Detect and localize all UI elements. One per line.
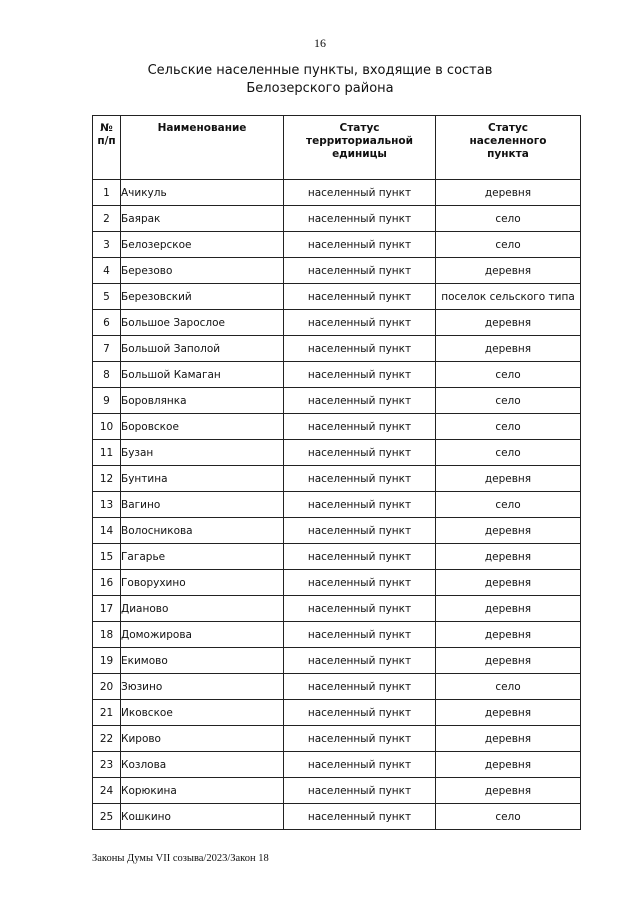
cell-name: Говорухино [121, 570, 284, 596]
cell-num: 5 [93, 284, 121, 310]
table-body [93, 180, 581, 830]
cell-settlement-status: село [436, 232, 581, 258]
cell-name: Иковское [121, 700, 284, 726]
cell-settlement-status: деревня [436, 466, 581, 492]
cell-territorial-status: населенный пункт [284, 778, 436, 804]
cell-name: Березово [121, 258, 284, 284]
cell-num: 23 [93, 752, 121, 778]
cell-name: Бунтина [121, 466, 284, 492]
page-number: 16 [314, 36, 326, 50]
table-row [93, 778, 581, 804]
table-row [93, 440, 581, 466]
cell-name: Ачикуль [121, 180, 284, 206]
cell-territorial-status: населенный пункт [284, 648, 436, 674]
table-row [93, 232, 581, 258]
cell-settlement-status: деревня [436, 336, 581, 362]
cell-settlement-status: село [436, 388, 581, 414]
cell-territorial-status: населенный пункт [284, 492, 436, 518]
cell-name: Корюкина [121, 778, 284, 804]
cell-territorial-status: населенный пункт [284, 180, 436, 206]
table-row [93, 206, 581, 232]
table-row [93, 726, 581, 752]
cell-name: Боровлянка [121, 388, 284, 414]
table-row [93, 596, 581, 622]
header-num: № п/п [93, 116, 121, 180]
cell-settlement-status: поселок сельского типа [436, 284, 581, 310]
cell-num: 3 [93, 232, 121, 258]
cell-num: 21 [93, 700, 121, 726]
cell-territorial-status: населенный пункт [284, 570, 436, 596]
table-header-row [93, 116, 581, 180]
cell-settlement-status: деревня [436, 570, 581, 596]
table-row [93, 336, 581, 362]
header-settlement-status: Статус населенного пункта [436, 116, 581, 180]
cell-settlement-status: деревня [436, 778, 581, 804]
cell-name: Кошкино [121, 804, 284, 830]
cell-name: Кирово [121, 726, 284, 752]
cell-settlement-status: деревня [436, 622, 581, 648]
cell-num: 22 [93, 726, 121, 752]
cell-territorial-status: населенный пункт [284, 596, 436, 622]
cell-territorial-status: населенный пункт [284, 518, 436, 544]
cell-territorial-status: населенный пункт [284, 674, 436, 700]
title-line-1: Сельские населенные пункты, входящие в состав [147, 63, 493, 78]
table-row [93, 388, 581, 414]
cell-settlement-status: деревня [436, 180, 581, 206]
cell-num: 15 [93, 544, 121, 570]
cell-settlement-status: село [436, 440, 581, 466]
cell-territorial-status: населенный пункт [284, 362, 436, 388]
cell-name: Белозерское [121, 232, 284, 258]
table-row [93, 362, 581, 388]
cell-settlement-status: деревня [436, 310, 581, 336]
header-territorial-status: Статус территориальной единицы [284, 116, 436, 180]
cell-num: 1 [93, 180, 121, 206]
table-row [93, 700, 581, 726]
cell-num: 25 [93, 804, 121, 830]
cell-settlement-status: деревня [436, 544, 581, 570]
cell-territorial-status: населенный пункт [284, 258, 436, 284]
cell-num: 17 [93, 596, 121, 622]
cell-num: 10 [93, 414, 121, 440]
table-row [93, 674, 581, 700]
cell-name: Большой Камаган [121, 362, 284, 388]
cell-territorial-status: населенный пункт [284, 206, 436, 232]
cell-territorial-status: населенный пункт [284, 622, 436, 648]
cell-name: Баярак [121, 206, 284, 232]
table-row [93, 258, 581, 284]
cell-settlement-status: село [436, 674, 581, 700]
settlements-table [92, 115, 581, 830]
cell-settlement-status: село [436, 492, 581, 518]
cell-territorial-status: населенный пункт [284, 440, 436, 466]
table-row [93, 804, 581, 830]
cell-settlement-status: село [436, 362, 581, 388]
table-row [93, 570, 581, 596]
cell-territorial-status: населенный пункт [284, 466, 436, 492]
cell-name: Большое Зарослое [121, 310, 284, 336]
document-title [0, 62, 640, 98]
cell-territorial-status: населенный пункт [284, 544, 436, 570]
cell-territorial-status: населенный пункт [284, 700, 436, 726]
cell-territorial-status: населенный пункт [284, 804, 436, 830]
cell-num: 6 [93, 310, 121, 336]
cell-territorial-status: населенный пункт [284, 310, 436, 336]
table-row [93, 648, 581, 674]
cell-settlement-status: село [436, 206, 581, 232]
table-row [93, 622, 581, 648]
cell-name: Бузан [121, 440, 284, 466]
cell-settlement-status: село [436, 414, 581, 440]
cell-settlement-status: деревня [436, 700, 581, 726]
cell-settlement-status: деревня [436, 596, 581, 622]
cell-settlement-status: деревня [436, 258, 581, 284]
cell-name: Доможирова [121, 622, 284, 648]
cell-name: Боровское [121, 414, 284, 440]
cell-num: 19 [93, 648, 121, 674]
cell-name: Волосникова [121, 518, 284, 544]
cell-name: Дианово [121, 596, 284, 622]
cell-territorial-status: населенный пункт [284, 284, 436, 310]
table-row [93, 310, 581, 336]
header-name: Наименование [121, 116, 284, 180]
table-row [93, 752, 581, 778]
cell-territorial-status: населенный пункт [284, 388, 436, 414]
table-row [93, 492, 581, 518]
cell-name: Березовский [121, 284, 284, 310]
cell-num: 24 [93, 778, 121, 804]
table-row [93, 414, 581, 440]
cell-territorial-status: населенный пункт [284, 232, 436, 258]
cell-num: 13 [93, 492, 121, 518]
table-row [93, 544, 581, 570]
table-row [93, 466, 581, 492]
cell-settlement-status: деревня [436, 518, 581, 544]
table-row [93, 180, 581, 206]
cell-settlement-status: деревня [436, 752, 581, 778]
cell-settlement-status: деревня [436, 648, 581, 674]
cell-name: Козлова [121, 752, 284, 778]
cell-num: 4 [93, 258, 121, 284]
cell-name: Гагарье [121, 544, 284, 570]
cell-territorial-status: населенный пункт [284, 726, 436, 752]
cell-num: 18 [93, 622, 121, 648]
cell-num: 12 [93, 466, 121, 492]
title-line-2: Белозерского района [246, 81, 394, 96]
cell-settlement-status: село [436, 804, 581, 830]
table-row [93, 518, 581, 544]
cell-name: Зюзино [121, 674, 284, 700]
cell-territorial-status: населенный пункт [284, 336, 436, 362]
cell-settlement-status: деревня [436, 726, 581, 752]
cell-num: 16 [93, 570, 121, 596]
cell-name: Большой Заполой [121, 336, 284, 362]
cell-name: Вагино [121, 492, 284, 518]
table-row [93, 284, 581, 310]
cell-num: 11 [93, 440, 121, 466]
cell-territorial-status: населенный пункт [284, 752, 436, 778]
cell-num: 20 [93, 674, 121, 700]
footer-text: Законы Думы VII созыва/2023/Закон 18 [92, 853, 269, 864]
cell-territorial-status: населенный пункт [284, 414, 436, 440]
cell-num: 14 [93, 518, 121, 544]
cell-num: 8 [93, 362, 121, 388]
cell-num: 7 [93, 336, 121, 362]
cell-name: Екимово [121, 648, 284, 674]
cell-num: 2 [93, 206, 121, 232]
cell-num: 9 [93, 388, 121, 414]
